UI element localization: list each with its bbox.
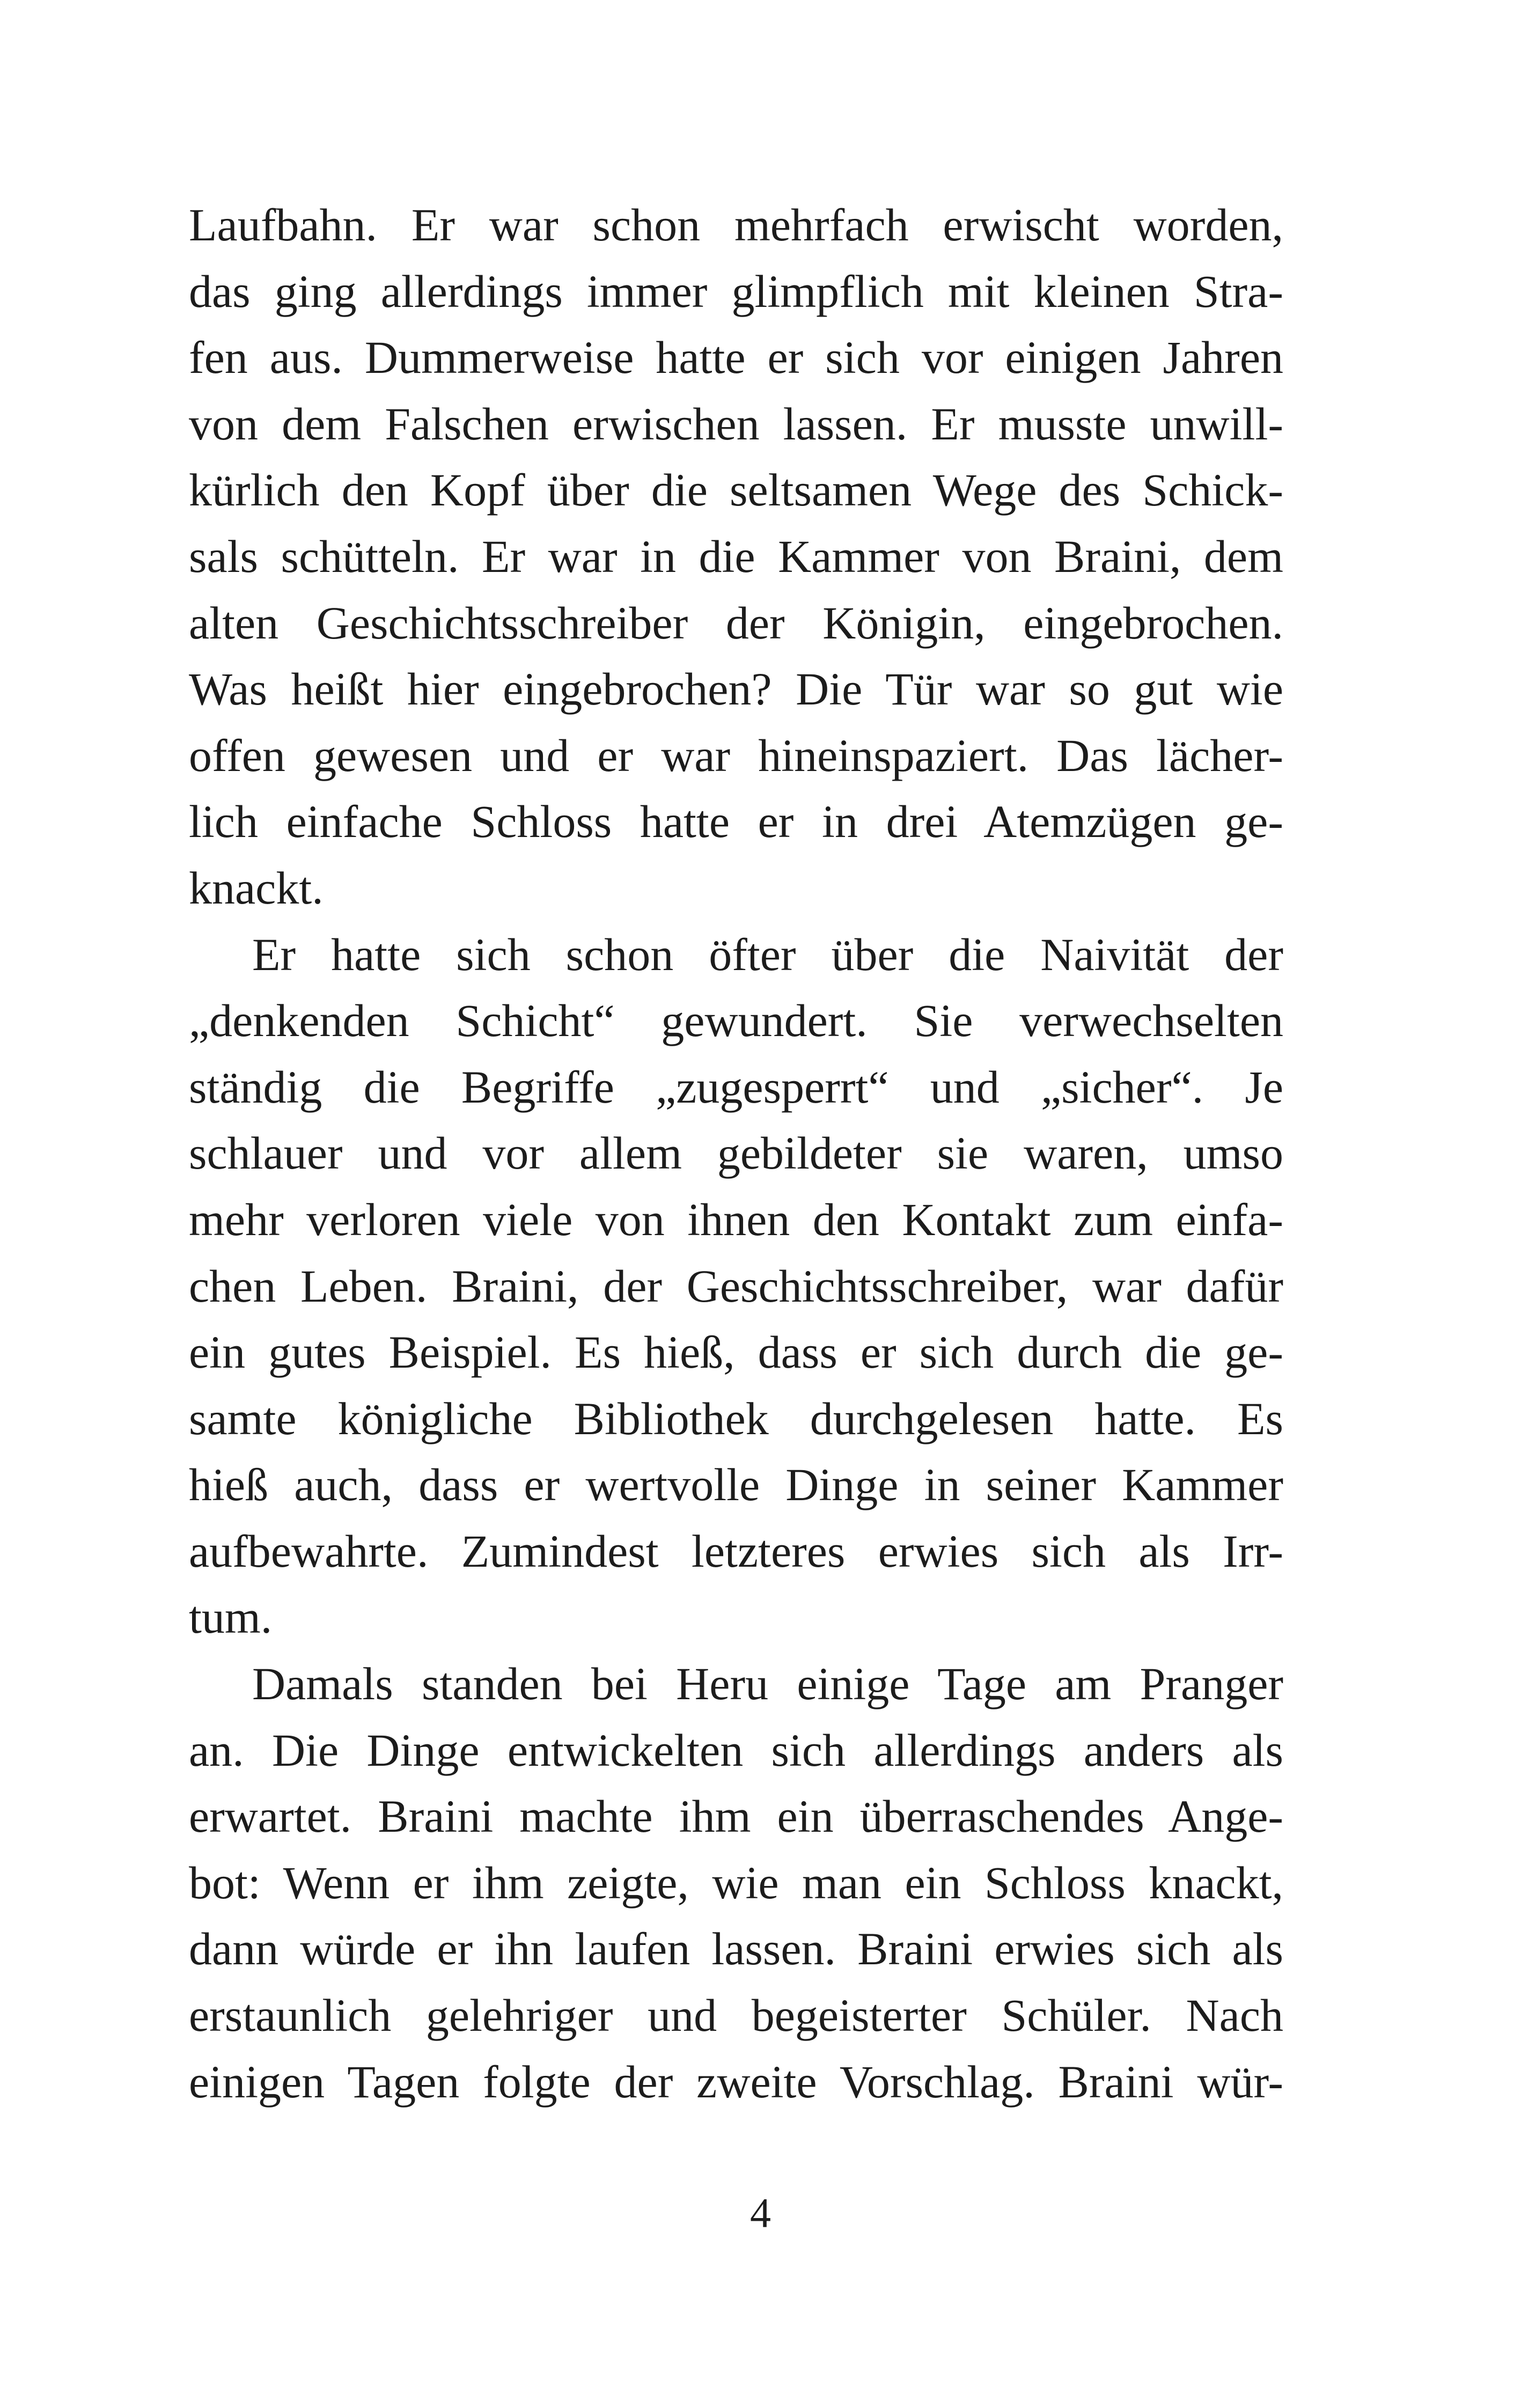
text-line: knackt. bbox=[189, 862, 324, 914]
text-line: offen gewesen und er war hineinspaziert. Das lächer- bbox=[189, 729, 1283, 781]
text-line: tum. bbox=[189, 1591, 273, 1643]
text-line: ein gutes Beispiel. Es hieß, dass er sich durch die ge- bbox=[189, 1326, 1283, 1378]
page-number: 4 bbox=[750, 2190, 771, 2236]
text-line: einigen Tagen folgte der zweite Vorschlag. Braini wür- bbox=[189, 2055, 1283, 2108]
text-line: an. Die Dinge entwickelten sich allerdings anders als bbox=[189, 1724, 1283, 1776]
text-line: Laufbahn. Er war schon mehrfach erwischt worden, bbox=[189, 199, 1283, 251]
text-line: lich einfache Schloss hatte er in drei Atemzügen ge- bbox=[189, 796, 1283, 848]
text-line: „denkenden Schicht“ gewundert. Sie verwechselten bbox=[189, 995, 1283, 1047]
text-line: ständig die Begriffe „zugesperrt“ und „sicher“. Je bbox=[189, 1061, 1283, 1113]
text-line: Er hatte sich schon öfter über die Naivität der bbox=[252, 928, 1283, 980]
text-line: kürlich den Kopf über die seltsamen Wege des Schick- bbox=[189, 464, 1283, 516]
text-line: das ging allerdings immer glimpflich mit kleinen Stra- bbox=[189, 265, 1283, 317]
text-line: erwartet. Braini machte ihm ein überraschendes Ange- bbox=[189, 1790, 1283, 1842]
text-line: Damals standen bei Heru einige Tage am Pranger bbox=[252, 1658, 1283, 1710]
text-line: alten Geschichtsschreiber der Königin, eingebrochen. bbox=[189, 597, 1283, 649]
text-line: hieß auch, dass er wertvolle Dinge in seiner Kammer bbox=[189, 1459, 1283, 1511]
text-line: erstaunlich gelehriger und begeisterter Schüler. Nach bbox=[189, 1989, 1283, 2042]
text-line: dann würde er ihn laufen lassen. Braini erwies sich als bbox=[189, 1923, 1283, 1975]
text-line: fen aus. Dummerweise hatte er sich vor einigen Jahren bbox=[189, 332, 1283, 384]
text-line: sals schütteln. Er war in die Kammer von Braini, dem bbox=[189, 530, 1283, 582]
text-line: bot: Wenn er ihm zeigte, wie man ein Schloss knackt, bbox=[189, 1856, 1283, 1908]
text-line: Was heißt hier eingebrochen? Die Tür war so gut wie bbox=[189, 663, 1283, 715]
text-line: schlauer und vor allem gebildeter sie waren, umso bbox=[189, 1127, 1283, 1179]
text-line: aufbewahrte. Zumindest letzteres erwies sich als Irr- bbox=[189, 1525, 1283, 1577]
text-line: mehr verloren viele von ihnen den Kontakt zum einfa- bbox=[189, 1193, 1283, 1245]
text-line: samte königliche Bibliothek durchgelesen hatte. Es bbox=[189, 1392, 1283, 1444]
text-line: chen Leben. Braini, der Geschichtsschreiber, war dafür bbox=[189, 1260, 1283, 1312]
text-line: von dem Falschen erwischen lassen. Er musste unwill- bbox=[189, 398, 1283, 450]
body-text bbox=[189, 192, 1283, 2115]
